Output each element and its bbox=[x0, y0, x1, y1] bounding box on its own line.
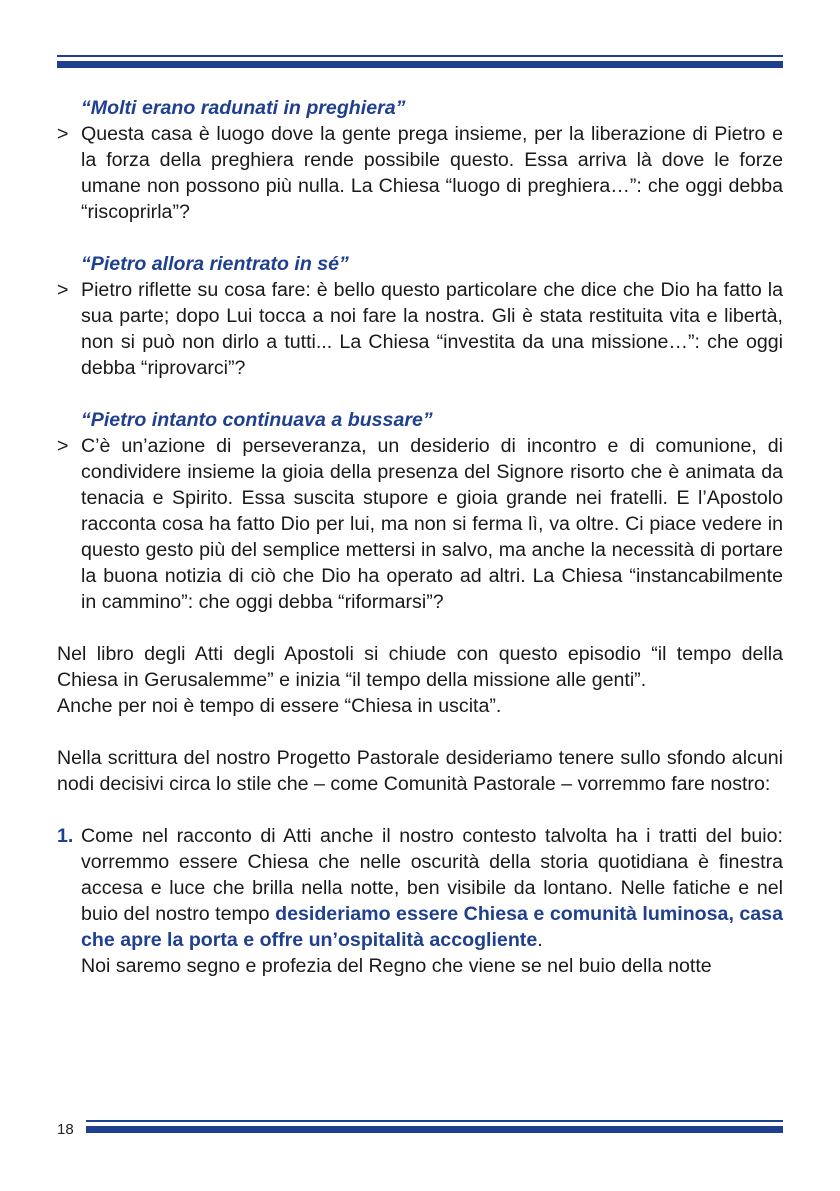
reflection-section-1 bbox=[57, 95, 783, 225]
reflection-section-3 bbox=[57, 407, 783, 615]
item-emphasis: desideriamo essere Chiesa e comunità luminosa, casa che apre la porta e offre un’ospitalità accogliente bbox=[81, 903, 783, 951]
paragraph-project: Nella scrittura del nostro Progetto Pastorale desideriamo tenere sullo sfondo alcuni nodi decisivi circa lo stile che – come Comunità Pastorale – vorremmo fare nostro: bbox=[57, 747, 783, 795]
page-number: 18 bbox=[57, 1121, 74, 1138]
page-content bbox=[57, 95, 783, 979]
reflection-item bbox=[57, 433, 783, 615]
footer-rule bbox=[86, 1120, 783, 1133]
paragraph-acts bbox=[57, 641, 783, 719]
quote-heading: “Molti erano radunati in preghiera” bbox=[81, 97, 406, 119]
list-number: 1. bbox=[57, 825, 74, 847]
item-continuation: Noi saremo segno e profezia del Regno che viene se nel buio della notte bbox=[81, 955, 712, 977]
quote-heading: “Pietro intanto continuava a bussare” bbox=[81, 409, 433, 431]
bullet-marker: > bbox=[57, 123, 69, 145]
reflection-text: C’è un’azione di perseveranza, un desiderio di incontro e di comunione, di condividere insieme la gioia della presenza del Signore risorto che è animata da tenacia e Spirito. Essa suscita stupore e gioia grande nei fratelli. E l’Apostolo racconta cosa ha fatto Dio per lui, ma non si ferma lì, va oltre. Ci piace vedere in questo gesto più del semplice mettersi in salvo, ma anche la necessità di portare la buona notizia di ciò che Dio ha operato ad altri. La Chiesa “instancabilmente in cammino”: che oggi debba “riformarsi”? bbox=[81, 435, 783, 613]
numbered-item-1 bbox=[57, 823, 783, 979]
bullet-marker: > bbox=[57, 279, 69, 301]
reflection-section-2 bbox=[57, 251, 783, 381]
item-text: Come nel racconto di Atti anche il nostro contesto talvolta ha i tratti del buio: vorremmo essere Chiesa che nelle oscurità della storia quotidiana è finestra accesa e luce che brilla nella notte, ben visibile da lontano. Nelle fatiche e nel buio del nostro tempo bbox=[81, 825, 783, 925]
paragraph-line: Anche per noi è tempo di essere “Chiesa in uscita”. bbox=[57, 695, 502, 717]
reflection-text: Questa casa è luogo dove la gente prega insieme, per la liberazione di Pietro e la forza della preghiera rende possibile questo. Essa arriva là dove le forze umane non possono più nulla. La Chiesa “luogo di preghiera…”: che oggi debba “riscoprirla”? bbox=[81, 123, 783, 223]
header-rule bbox=[57, 55, 783, 68]
bullet-marker: > bbox=[57, 435, 69, 457]
reflection-item bbox=[57, 121, 783, 225]
paragraph-line: Nel libro degli Atti degli Apostoli si chiude con questo episodio “il tempo della Chiesa in Gerusalemme” e inizia “il tempo della missione alle genti”. bbox=[57, 643, 783, 691]
reflection-text: Pietro riflette su cosa fare: è bello questo particolare che dice che Dio ha fatto la sua parte; dopo Lui tocca a noi fare la nostra. Gli è stata restituita vita e libertà, non si può non dirlo a tutti... La Chiesa “investita da una missione…”: che oggi debba “riprovarci”? bbox=[81, 279, 783, 379]
item-text-end: . bbox=[537, 929, 543, 951]
reflection-item bbox=[57, 277, 783, 381]
quote-heading: “Pietro allora rientrato in sé” bbox=[81, 253, 349, 275]
